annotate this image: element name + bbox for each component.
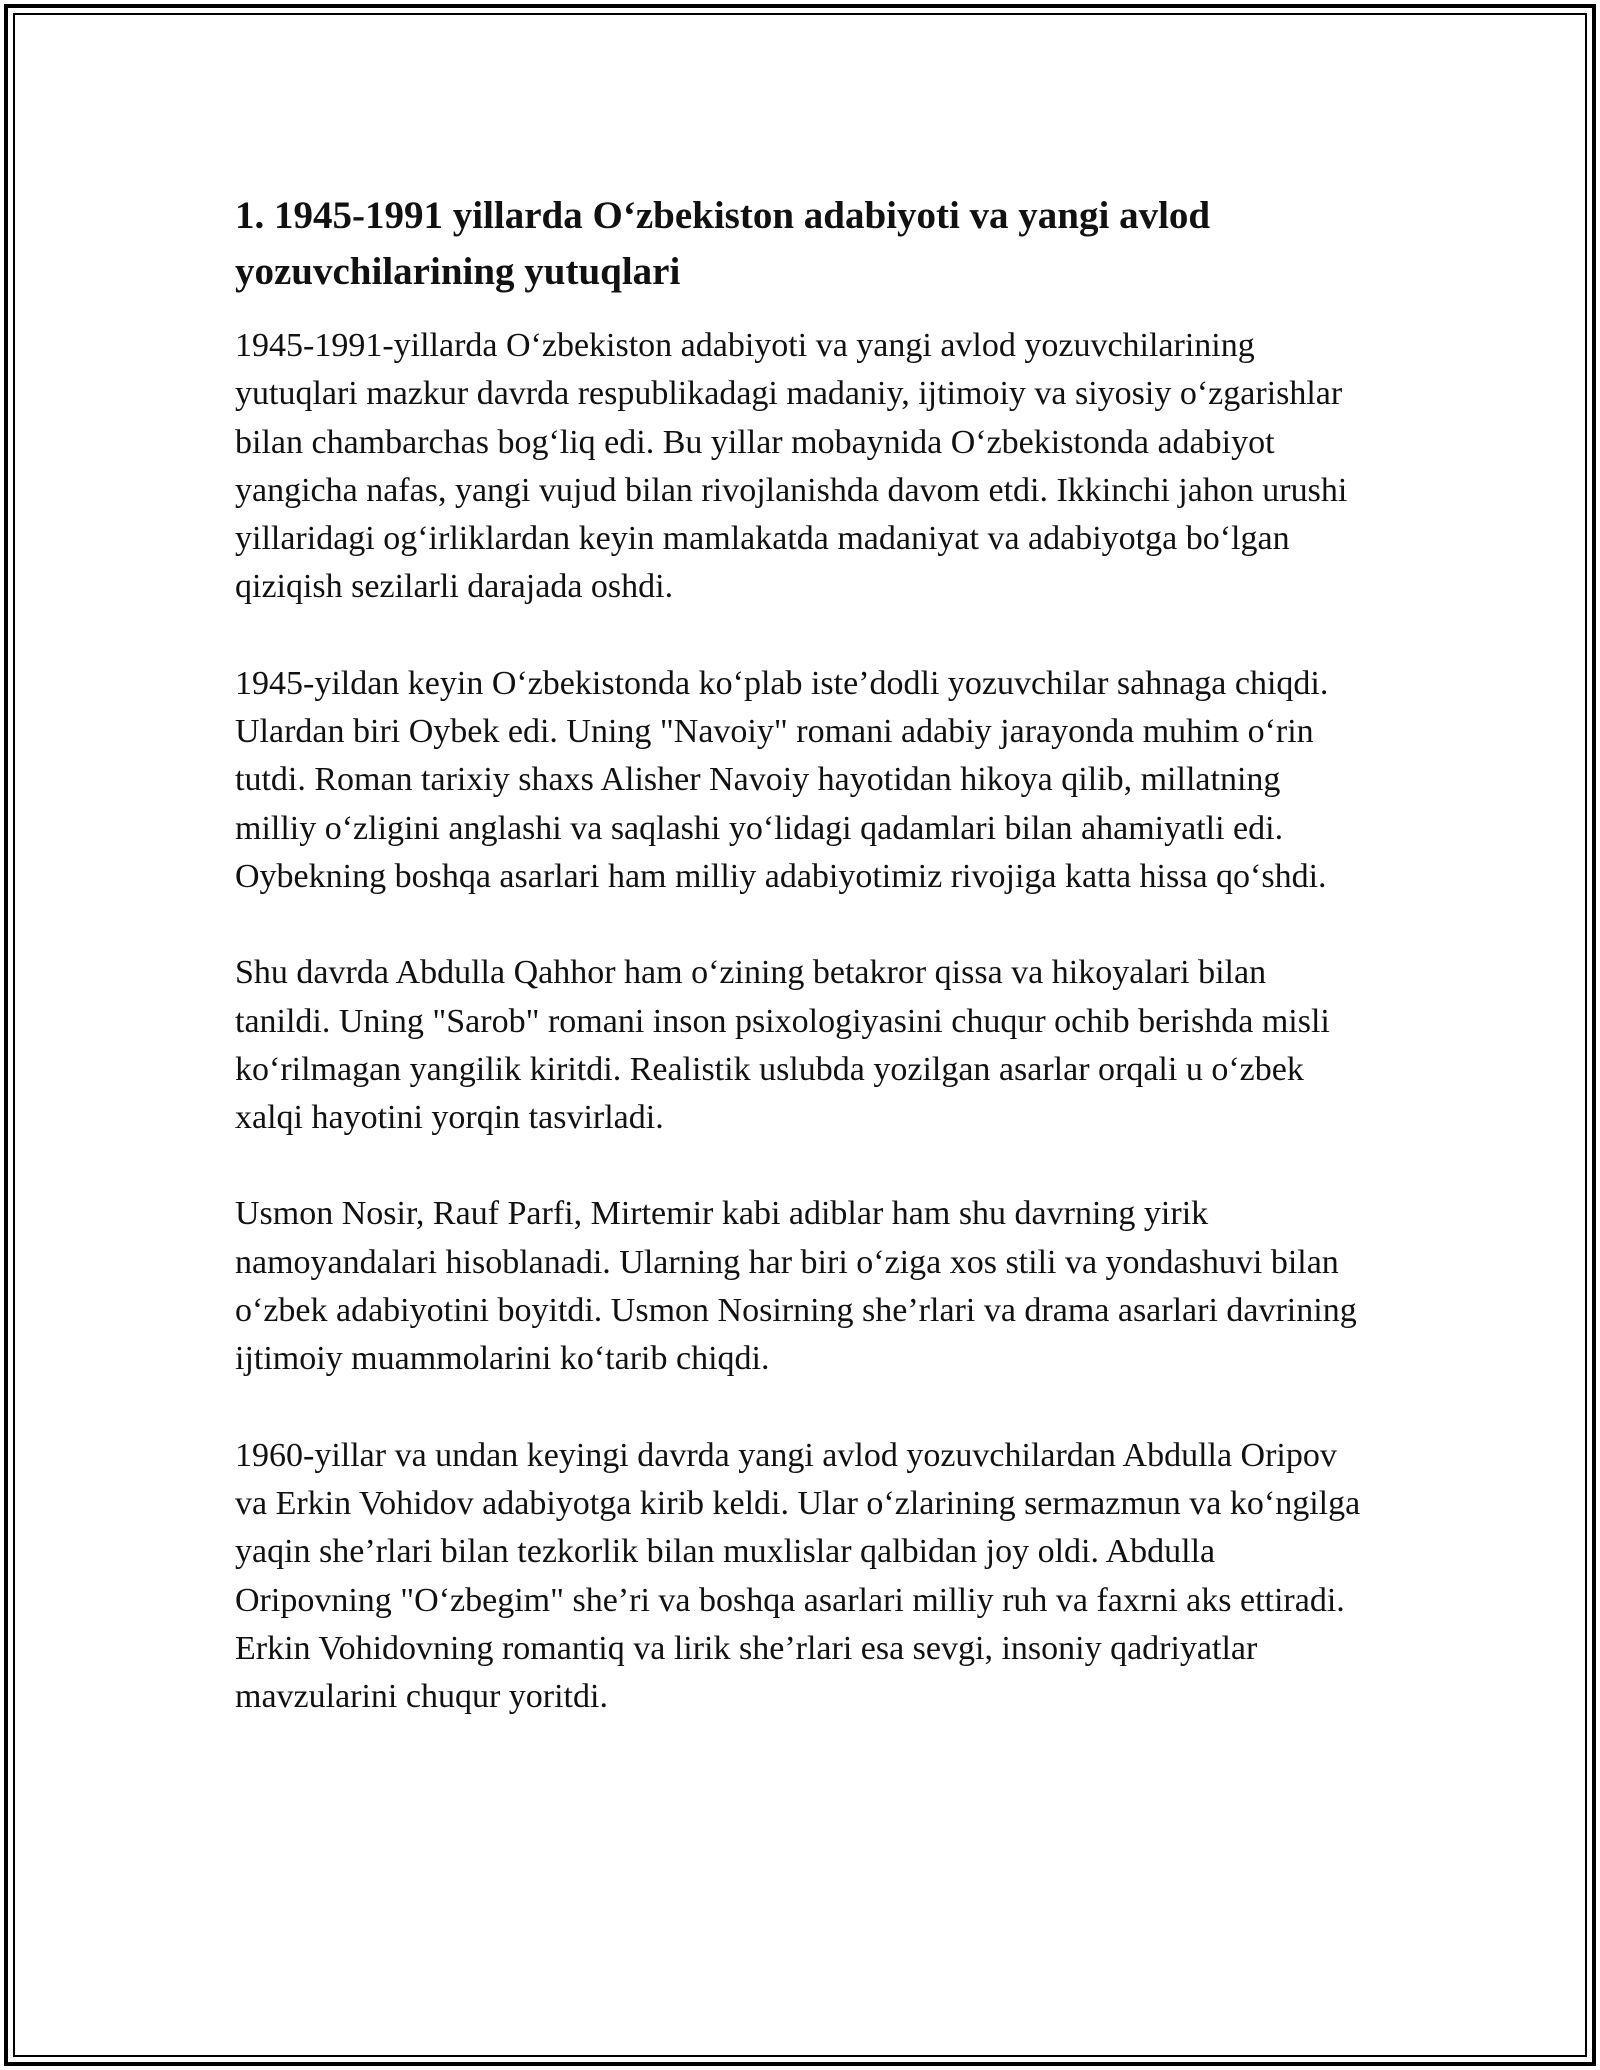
paragraph-4: Usmon Nosir, Rauf Parfi, Mirtemir kabi adiblar ham shu davrning yirik namoyandalari hisoblanadi. Ularning har biri o‘ziga xos stili va yondashuvi bilan o‘zbek adabiyotini boyitdi. Usmon Nosirning she’rlari va drama asarlari davrining ijtimoiy muammolarini ko‘tarib chiqdi. (235, 1195, 1357, 1378)
document-title: 1. 1945-1991 yillarda O‘zbekiston adabiyoti va yangi avlod yozuvchilarining yutuqlari (235, 194, 1211, 293)
paragraph-1: 1945-1991-yillarda O‘zbekiston adabiyoti va yangi avlod yozuvchilarining yutuqlari mazkur davrda respublikadagi madaniy, ijtimoiy va siyosiy o‘zgarishlar bilan chambarchas bog‘liq edi. Bu yillar mobaynida O‘zbekistonda adabiyot yangicha nafas, yangi vujud bilan rivojlanishda davom etdi. Ikkinchi jahon urushi yillaridagi og‘irliklardan keyin mamlakatda madaniyat va adabiyotga bo‘lgan qiziqish sezilarli darajada oshdi. (235, 327, 1348, 606)
paragraph-5: 1960-yillar va undan keyingi davrda yangi avlod yozuvchilardan Abdulla Oripov va Erkin Vohidov adabiyotga kirib keldi. Ular o‘zlarining sermazmun va ko‘ngilga yaqin she’rlari bilan tezkorlik bilan muxlislar qalbidan joy oldi. Abdulla Oripovning "O‘zbegim" she’ri va boshqa asarlari milliy ruh va faxrni aks ettiradi. Erkin Vohidovning romantiq va lirik she’rlari esa sevgi, insoniy qadriyatlar mavzularini chuqur yoritdi. (235, 1436, 1361, 1716)
document-body (235, 188, 1365, 1769)
paragraph-2: 1945-yildan keyin O‘zbekistonda ko‘plab iste’dodli yozuvchilar sahnaga chiqdi. Ulardan biri Oybek edi. Uning "Navoiy" romani adabiy jarayonda muhim o‘rin tutdi. Roman tarixiy shaxs Alisher Navoiy hayotidan hikoya qilib, millatning milliy o‘zligini anglashi va saqlashi yo‘lidagi qadamlari bilan ahamiyatli edi. Oybekning boshqa asarlari ham milliy adabiyotimiz rivojiga katta hissa qo‘shdi. (235, 664, 1329, 895)
paragraph-3: Shu davrda Abdulla Qahhor ham o‘zining betakror qissa va hikoyalari bilan tanildi. Uning "Sarob" romani inson psixologiyasini chuqur ochib berishda misli ko‘rilmagan yangilik kiritdi. Realistik uslubda yozilgan asarlar orqali u o‘zbek xalqi hayotini yorqin tasvirladi. (235, 954, 1330, 1137)
